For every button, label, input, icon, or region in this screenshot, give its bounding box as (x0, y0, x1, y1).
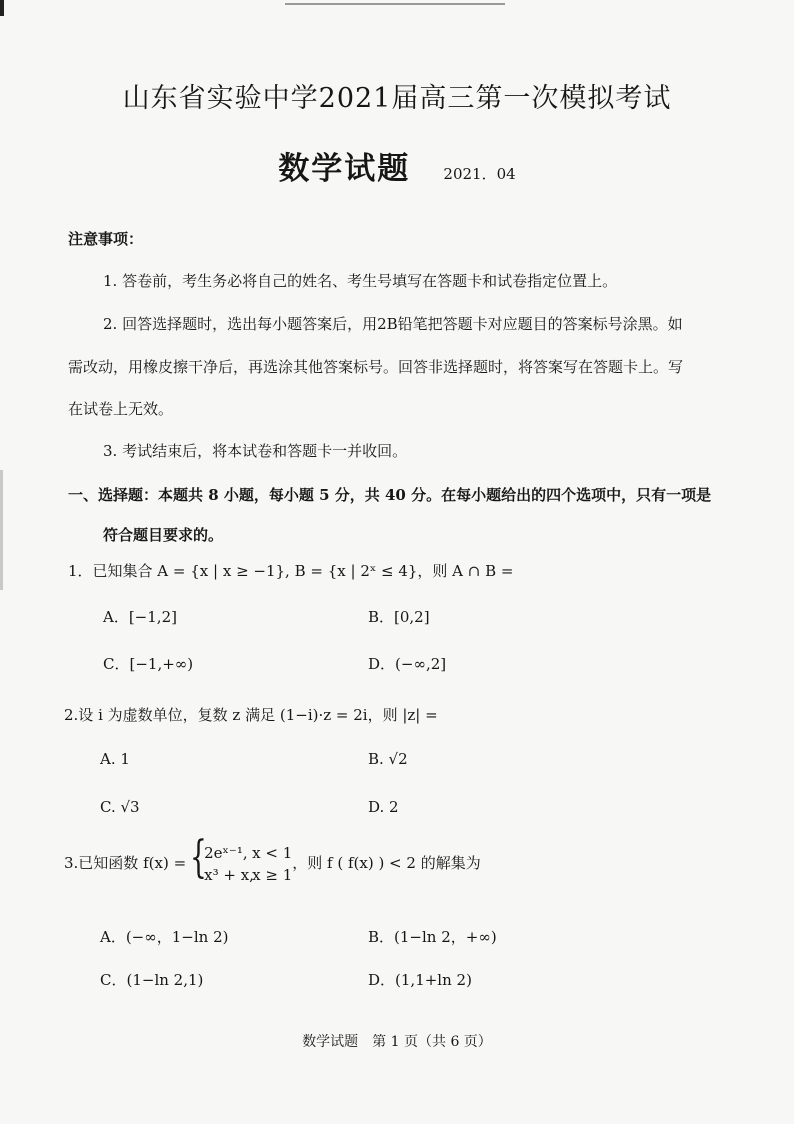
exam-title: 山东省实验中学2021届高三第一次模拟考试 (122, 83, 672, 114)
question-3-option-a: A．(−∞，1−ln 2) (100, 928, 229, 946)
question-3-option-c: C．(1−ln 2,1) (100, 971, 204, 989)
brace-glyph: { (190, 832, 207, 883)
question-3-stem-suffix: ，则 f ( f(x) ) < 2 的解集为 (292, 854, 481, 872)
case-2-expression: x³ + x, (204, 866, 254, 884)
question-2-option-d: D. 2 (368, 798, 399, 816)
question-1-option-b: B．[0,2] (368, 608, 430, 626)
piecewise-function (190, 832, 293, 886)
question-3-option-b: B．(1−ln 2，+∞) (368, 928, 497, 946)
question-2-option-b: B. √2 (368, 750, 408, 768)
case-1-expression: 2eˣ⁻¹, (204, 844, 248, 862)
scan-edge-mark (0, 0, 4, 16)
section-1-heading-line-1: 一、选择题：本题共 8 小题，每小题 5 分，共 40 分。在每小题给出的四个选项中，只有一项是 (68, 486, 712, 504)
note-item-2-line-1: 2. 回答选择题时，选出每小题答案后，用2B铅笔把答题卡对应题目的答案标号涂黑。如 (103, 315, 683, 333)
case-2-condition: x ≥ 1 (252, 866, 293, 884)
note-item-3: 3. 考试结束后，将本试卷和答题卡一并收回。 (103, 442, 408, 460)
question-3-stem-prefix: 3.已知函数 f(x) = (64, 854, 187, 872)
question-2-option-a: A. 1 (100, 750, 130, 768)
section-1-heading-line-2: 符合题目要求的。 (103, 526, 224, 544)
question-1-option-c: C．[−1,+∞) (103, 655, 194, 673)
subject-title: 数学试题 (278, 151, 411, 187)
question-1-option-a: A．[−1,2] (103, 608, 177, 626)
scan-edge-top (285, 3, 505, 5)
note-item-2-line-3: 在试卷上无效。 (68, 400, 174, 418)
question-3-stem (64, 832, 481, 886)
note-item-2-line-2: 需改动，用橡皮擦干净后，再选涂其他答案标号。回答非选择题时，将答案写在答题卡上。写 (68, 358, 684, 376)
question-3-option-d: D．(1,1+ln 2) (368, 971, 472, 989)
page-footer: 数学试题 第 1 页（共 6 页） (302, 1034, 492, 1050)
scan-edge-shadow (0, 470, 3, 590)
case-1-condition: x < 1 (252, 844, 293, 862)
question-2-stem: 2.设 i 为虚数单位，复数 z 满足 (1−i)·z = 2i，则 |z| = (64, 706, 438, 724)
notes-heading: 注意事项： (68, 230, 144, 248)
question-1-stem: 1．已知集合 A = {x | x ≥ −1}, B = {x | 2ˣ ≤ 4}，则 A ∩ B = (68, 562, 514, 580)
question-1-option-d: D．(−∞,2] (368, 655, 447, 673)
question-2-option-c: C. √3 (100, 798, 140, 816)
exam-date: 2021．04 (443, 165, 516, 183)
note-item-1: 1. 答卷前，考生务必将自己的姓名、考生号填写在答题卡和试卷指定位置上。 (103, 272, 618, 290)
subject-line (0, 143, 794, 188)
